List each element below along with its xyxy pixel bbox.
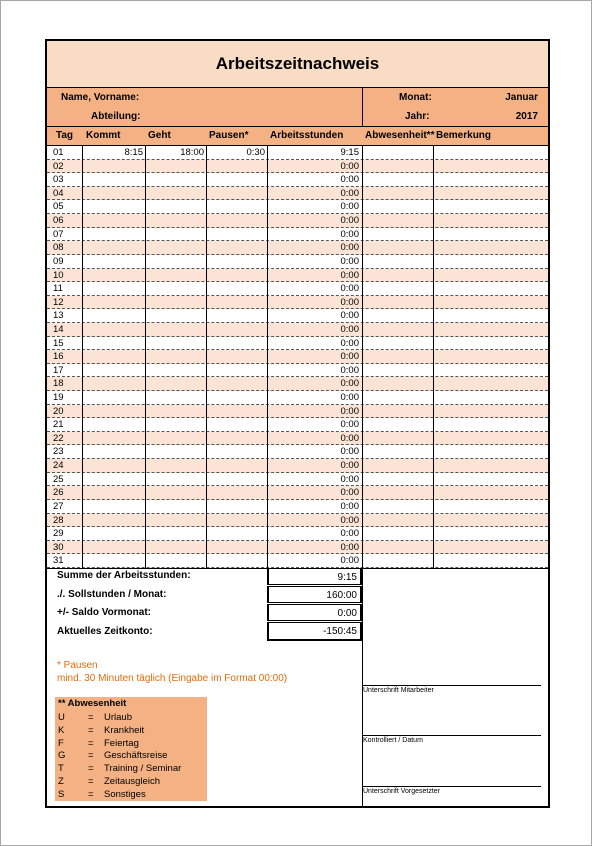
stunden-cell: 0:00 [340,215,359,227]
day-cell: 21 [53,419,64,431]
monat-label: Monat: [399,92,432,103]
konto-label: Aktuelles Zeitkonto: [57,626,153,637]
header-row-abteilung [47,108,548,127]
day-cell: 27 [53,500,64,512]
legend-item-key: Z [58,776,64,787]
stunden-cell: 0:00 [340,337,359,349]
table-row [47,187,548,201]
signature-line [363,786,541,787]
legend-item-key: S [58,788,65,800]
stunden-cell: 0:00 [340,242,359,254]
stunden-cell: 9:15 [340,147,359,158]
grid-line [267,146,268,568]
time-table [47,146,548,568]
table-row [47,500,548,514]
table-row [47,391,548,405]
day-cell: 19 [53,392,64,404]
day-cell: 17 [53,364,64,376]
header-divider [362,88,363,108]
legend-item-key: G [58,750,66,762]
legend-title: ** Abwesenheit [58,698,127,709]
stunden-cell: 0:00 [340,500,359,512]
stunden-cell: 0:00 [340,228,359,240]
pausen-note-text: mind. 30 Minuten täglich (Eingabe im Format 00:00) [57,673,288,684]
day-cell: 18 [53,378,64,390]
table-row [47,527,548,541]
table-row [47,405,548,419]
name-label: Name, Vorname: [61,92,140,103]
timesheet-form [45,39,550,808]
header-row-name [47,88,548,109]
day-cell: 26 [53,487,64,499]
day-cell: 01 [53,147,64,158]
col-kommt: Kommt [86,130,121,141]
day-cell: 22 [53,432,64,444]
page-title: Arbeitszeitnachweis [47,41,548,88]
abteilung-label: Abteilung: [91,111,141,122]
legend-item-eq: = [88,776,94,787]
grid-line [82,146,83,568]
day-cell: 30 [53,541,64,553]
grid-line [433,146,434,568]
table-row [47,146,548,160]
stunden-cell: 0:00 [340,405,359,417]
stunden-cell: 0:00 [340,364,359,376]
legend-item-label: Zeitausgleich [104,776,160,787]
col-abwesenheit: Abwesenheit** [365,130,435,141]
table-row [47,445,548,459]
grid-line [145,146,146,568]
col-geht: Geht [148,130,171,141]
legend-item-label: Feiertag [104,737,139,749]
konto-value: -150:45 [267,622,362,641]
stunden-cell: 0:00 [340,269,359,281]
stunden-cell: 0:00 [340,310,359,322]
kontrolliert-label: Kontrolliert / Datum [363,737,423,744]
table-row [47,377,548,391]
col-pausen: Pausen* [209,130,249,141]
table-row [47,459,548,473]
table-row [47,432,548,446]
legend-item-label: Geschäftsreise [104,750,168,762]
day-cell: 15 [53,337,64,349]
table-row [47,296,548,310]
legend-item-key: F [58,737,64,749]
stunden-cell: 0:00 [340,541,359,553]
summe-value: 9:15 [267,568,362,585]
legend-item-eq: = [88,724,94,736]
geht-cell[interactable]: 18:00 [180,147,204,158]
abwesenheit-legend [55,697,207,801]
table-row [47,255,548,269]
legend-item-eq: = [88,737,94,749]
table-row [47,309,548,323]
jahr-label: Jahr: [405,111,430,122]
monat-value[interactable]: Januar [505,92,538,103]
stunden-cell: 0:00 [340,487,359,499]
table-row [47,350,548,364]
stunden-cell: 0:00 [340,378,359,390]
day-cell: 31 [53,555,64,567]
legend-item-label: Sonstiges [104,788,146,800]
legend-item-label: Training / Seminar [104,763,182,775]
signature-vorgesetzter-label: Unterschrift Vorgesetzter [363,788,441,795]
summe-label: Summe der Arbeitsstunden: [57,570,191,581]
day-cell: 24 [53,460,64,472]
col-bemerkung: Bemerkung [436,130,492,141]
legend-item-key: U [58,712,65,723]
legend-item-eq: = [88,788,94,800]
day-cell: 11 [53,283,63,295]
day-cell: 10 [53,269,64,281]
signature-line [363,735,541,736]
table-row [47,486,548,500]
day-cell: 02 [53,160,64,172]
day-cell: 06 [53,215,64,227]
kommt-cell[interactable]: 8:15 [124,147,143,158]
day-cell: 25 [53,473,64,485]
column-header-row [47,127,548,146]
stunden-cell: 0:00 [340,555,359,567]
day-cell: 13 [53,310,64,322]
table-row [47,214,548,228]
day-cell: 03 [53,174,64,186]
stunden-cell: 0:00 [340,160,359,172]
stunden-cell: 0:00 [340,296,359,308]
stunden-cell: 0:00 [340,323,359,335]
legend-item-key: T [58,763,64,775]
legend-item-eq: = [88,750,94,762]
soll-value[interactable]: 160:00 [267,586,362,603]
day-cell: 29 [53,528,64,540]
grid-line [206,146,207,568]
stunden-cell: 0:00 [340,283,359,295]
signature-mitarbeiter-label: Unterschrift Mitarbeiter [363,687,434,694]
stunden-cell: 0:00 [340,392,359,404]
table-row [47,473,548,487]
legend-item-label: Urlaub [104,712,132,723]
stunden-cell: 0:00 [340,432,359,444]
stunden-cell: 0:00 [340,460,359,472]
stunden-cell: 0:00 [340,187,359,199]
day-cell: 07 [53,228,64,240]
day-cell: 28 [53,514,64,526]
legend-item-label: Krankheit [104,724,145,736]
day-cell: 04 [53,187,64,199]
legend-item-eq: = [88,763,94,775]
table-row [47,554,548,568]
table-row [47,364,548,378]
table-row [47,241,548,255]
stunden-cell: 0:00 [340,473,359,485]
pause-cell[interactable]: 0:30 [246,147,265,158]
table-row [47,160,548,174]
stunden-cell: 0:00 [340,174,359,186]
grid-line [362,146,363,568]
legend-item-key: K [58,724,65,736]
col-tag: Tag [56,130,74,141]
col-arbeitsstunden: Arbeitsstunden [270,130,344,141]
legend-item-eq: = [88,712,94,723]
table-row [47,323,548,337]
soll-label: ./. Sollstunden / Monat: [57,589,167,600]
signature-line [363,685,541,686]
stunden-cell: 0:00 [340,528,359,540]
table-row [47,514,548,528]
stunden-cell: 0:00 [340,201,359,213]
table-row [47,269,548,283]
day-cell: 05 [53,201,64,213]
stunden-cell: 0:00 [340,514,359,526]
table-row [47,418,548,432]
day-cell: 12 [53,296,64,308]
stunden-cell: 0:00 [340,255,359,267]
pausen-note-title: * Pausen [57,660,98,671]
saldo-value[interactable]: 0:00 [267,604,362,621]
day-cell: 23 [53,446,64,458]
table-row [47,337,548,351]
jahr-value[interactable]: 2017 [515,111,538,122]
stunden-cell: 0:00 [340,351,359,363]
saldo-label: +/- Saldo Vormonat: [57,607,151,618]
day-cell: 16 [53,351,64,363]
table-row [47,228,548,242]
day-cell: 14 [53,323,64,335]
day-cell: 08 [53,242,64,254]
day-cell: 20 [53,405,64,417]
stunden-cell: 0:00 [340,446,359,458]
table-row [47,541,548,555]
table-row [47,173,548,187]
day-cell: 09 [53,255,64,267]
stunden-cell: 0:00 [340,419,359,431]
table-row [47,200,548,214]
header-divider [362,108,363,126]
table-row [47,282,548,296]
